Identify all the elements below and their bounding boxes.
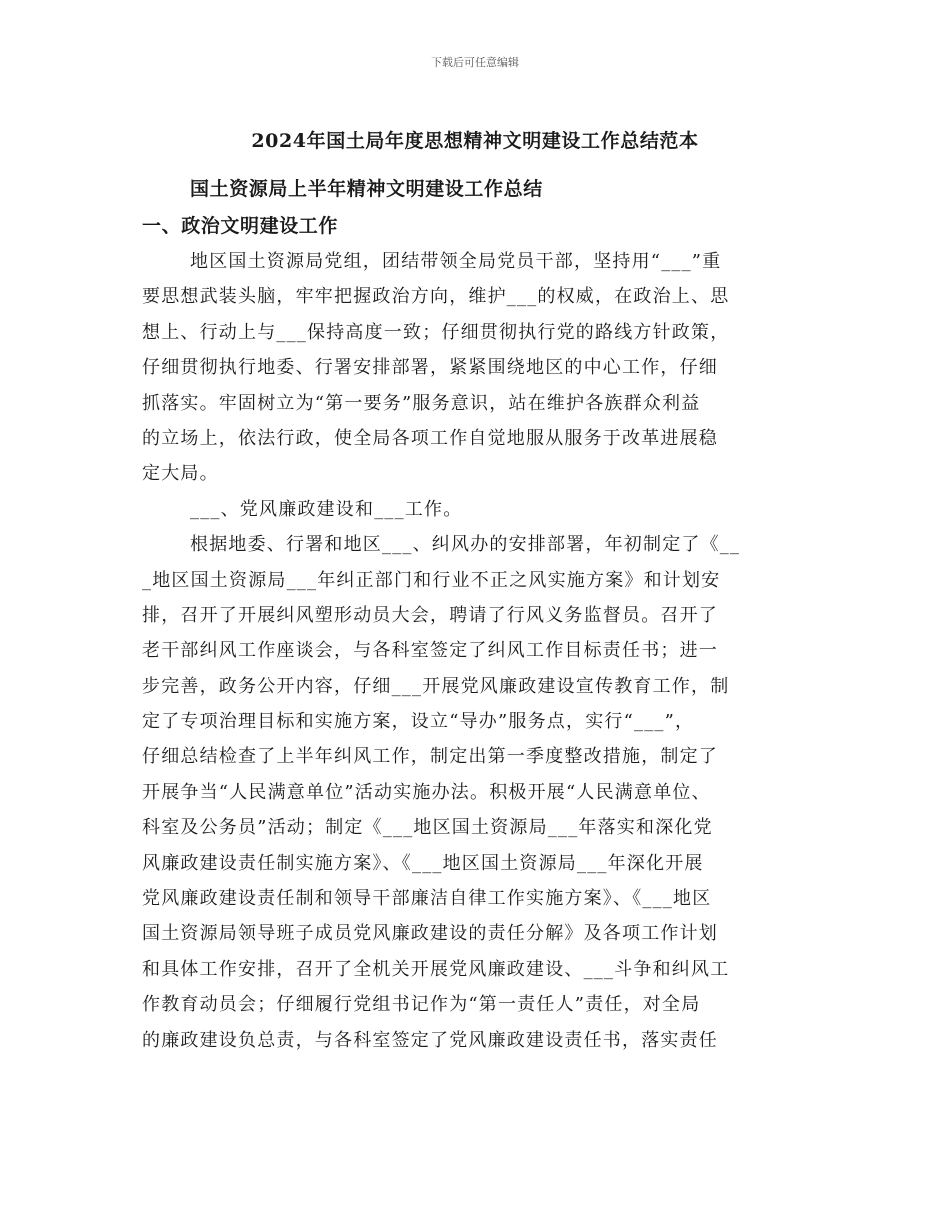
document-subtitle: 国土资源局上半年精神文明建设工作总结: [190, 178, 543, 200]
body-line: 排，召开了开展纠风塑形动员大会，聘请了行风义务监督员。召开了: [142, 604, 718, 626]
body-line: 科室及公务员”活动；制定《___地区国土资源局___年落实和深化党: [142, 817, 713, 839]
body-line: 风廉政建设责任制实施方案》、《___地区国土资源局___年深化开展: [142, 852, 704, 874]
body-line: 开展争当“人民满意单位”活动实施办法。积极开展“人民满意单位、: [142, 781, 711, 803]
body-line: 作教育动员会；仔细履行党组书记作为“第一责任人”责任，对全局: [142, 994, 701, 1016]
body-line: 定大局。: [142, 463, 219, 485]
body-line: 要思想武装头脑，牢牢把握政治方向，维护___的权威，在政治上、思: [142, 286, 730, 308]
body-line: 仔细总结检查了上半年纠风工作，制定出第一季度整改措施，制定了: [142, 746, 718, 768]
section-heading-political: 一、政治文明建设工作: [142, 215, 339, 237]
body-line: 老干部纠风工作座谈会，与各科室签定了纠风工作目标责任书；进一: [142, 640, 718, 662]
body-line: 仔细贯彻执行地委、行署安排部署，紧紧围绕地区的中心工作，仔细: [142, 357, 718, 379]
body-line: 党风廉政建设责任制和领导干部廉洁自律工作实施方案》、《___地区: [142, 888, 712, 910]
body-line: 定了专项治理目标和实施方案，设立“导办”服务点，实行“___”，: [142, 711, 695, 733]
body-line: 的立场上，依法行政，使全局各项工作自觉地服从服务于改革进展稳: [142, 427, 718, 449]
body-line: ___、党风廉政建设和___工作。: [190, 498, 463, 520]
body-text: [142, 244, 832, 1058]
body-line: 地区国土资源局党组，团结带领全局党员干部，坚持用“___”重: [190, 251, 722, 272]
body-line: 的廉政建设负总责，与各科室签定了党风廉政建设责任书，落实责任: [142, 1029, 718, 1051]
body-line: 抓落实。牢固树立为“第一要务”服务意识，站在维护各族群众利益: [142, 392, 701, 414]
body-line: 根据地委、行署和地区___、纠风办的安排部署，年初制定了《__: [190, 534, 741, 556]
body-line: 想上、行动上与___保持高度一致；仔细贯彻执行党的路线方针政策，: [142, 321, 730, 343]
header-note: 下载后可任意编辑: [431, 56, 519, 69]
body-line: 步完善，政务公开内容，仔细___开展党风廉政建设宣传教育工作，制: [142, 675, 730, 697]
body-line: 和具体工作安排，召开了全机关开展党风廉政建设、___斗争和纠风工: [142, 958, 730, 980]
body-line: _地区国土资源局___年纠正部门和行业不正之风实施方案》和计划安: [142, 569, 721, 591]
document-title: 2024年国土局年度思想精神文明建设工作总结范本: [251, 130, 699, 152]
body-line: 国土资源局领导班子成员党风廉政建设的责任分解》及各项工作计划: [142, 923, 718, 945]
